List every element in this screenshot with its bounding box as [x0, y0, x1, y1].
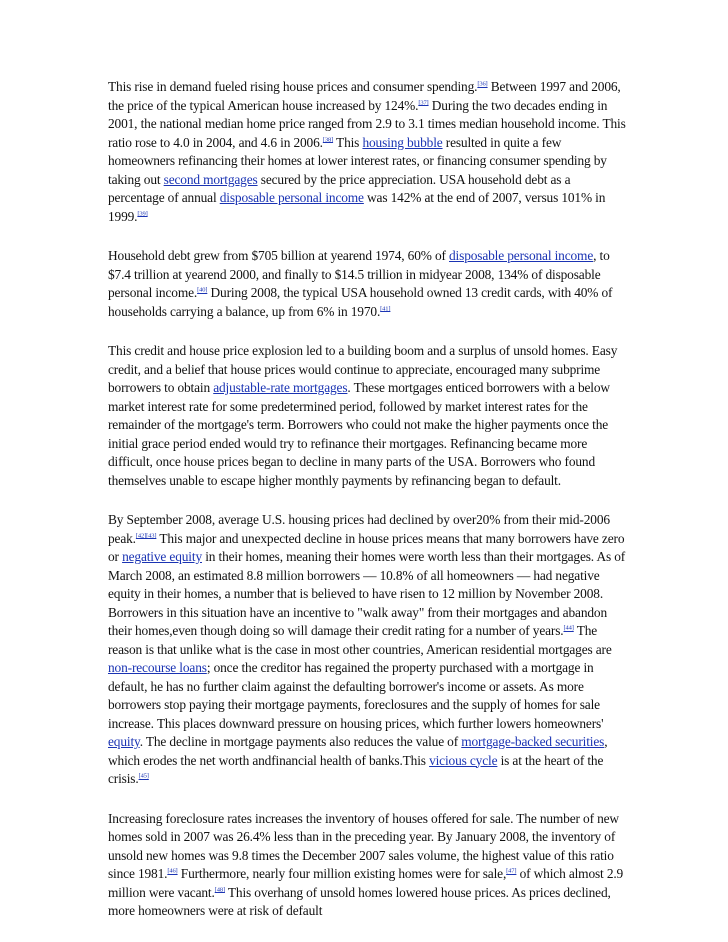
- citation-ref[interactable]: [44]: [563, 624, 574, 632]
- paragraph-building-boom: [108, 342, 626, 490]
- text-run: . These mortgages enticed borrowers with a below market interest rate for some predetermined period, followed by market interest rates for the remainder of the mortgage's term. Borrowers who could not make the higher payments once the initial grace period ended would try to refinance their mortgages. Refinancing became more difficult, once house prices began to decline in many parts of the USA. Borrowers who found themselves unable to escape higher monthly payments by refinancing began to default.: [108, 380, 610, 488]
- citation-ref[interactable]: [36]: [477, 80, 488, 88]
- text-run: is at the heart of the crisis.: [108, 752, 604, 786]
- wiki-link[interactable]: vicious cycle: [429, 752, 498, 768]
- text-run: , to $7.4 trillion at yearend 2000, and finally to $14.5 trillion in midyear 2008, 134% of disposable personal income.: [108, 248, 610, 300]
- citation-ref[interactable]: [48]: [214, 886, 225, 894]
- text-run: This overhang of unsold homes lowered house prices. As prices declined, more homeowners were at risk of default: [108, 884, 611, 918]
- citation-ref[interactable]: [37]: [418, 99, 429, 107]
- text-run: Increasing foreclosure rates increases the inventory of houses offered for sale. The number of new homes sold in 2007 was 26.4% less than in the preceding year. By January 2008, the inventory of unsold new homes was 9.8 times the December 2007 sales volume, the highest value of this ratio since 1981.: [108, 810, 619, 881]
- text-run: in their homes, meaning their homes were worth less than their mortgages. As of March 2008, an estimated 8.8 million borrowers — 10.8% of all homeowners — had negative equity in their homes, a number that is believed to have risen to 12 million by November 2008. Borrowers in this situation have an incentive to "walk away" from their mortgages and abandon their homes,even though doing so will damage their credit rating for a number of years.: [108, 549, 626, 638]
- paragraph-housing-bubble: [108, 78, 626, 226]
- citation-ref[interactable]: [40]: [197, 286, 208, 294]
- wiki-link[interactable]: housing bubble: [362, 134, 443, 150]
- text-run: By September 2008, average U.S. housing prices had declined by over20% from their mid-2006 peak.: [108, 512, 610, 546]
- paragraph-foreclosure-rates: [108, 810, 626, 921]
- text-run: ; once the creditor has regained the property purchased with a mortgage in default, he has no further claim against the defaulting borrower's income or assets. As more borrowers stop paying their mortgage payments, foreclosures and the supply of homes for sale increase. This places downward pressure on housing prices, which further lowers homeowners': [108, 660, 604, 731]
- wiki-link[interactable]: mortgage-backed securities: [461, 734, 605, 749]
- text-run: During the two decades ending in 2001, the national median home price ranged from 2.9 to 3.1 times median household income. This ratio rose to 4.0 in 2004, and 4.6 in 2006.: [108, 97, 626, 150]
- wiki-link[interactable]: disposable personal income: [219, 190, 364, 205]
- citation-ref[interactable]: [45]: [138, 772, 149, 780]
- citation-ref[interactable]: [38]: [322, 136, 334, 144]
- text-run: This rise in demand fueled rising house prices and consumer spending.: [108, 79, 478, 94]
- wiki-link[interactable]: second mortgages: [163, 171, 258, 187]
- text-run: . The decline in mortgage payments also reduces the value of: [139, 734, 462, 749]
- text-run: Furthermore, nearly four million existing homes were for sale,: [177, 866, 507, 881]
- wiki-link[interactable]: negative equity: [122, 549, 202, 564]
- citation-ref[interactable]: [42][43]: [135, 532, 157, 540]
- wiki-link[interactable]: non-recourse loans: [108, 660, 207, 675]
- text-run: secured by the price appreciation. USA household debt as a percentage of annual: [108, 171, 571, 205]
- citation-ref[interactable]: [41]: [380, 305, 391, 313]
- text-run: of which almost 2.9 million were vacant.: [108, 866, 624, 900]
- text-run: Between 1997 and 2006, the price of the typical American house increased by 124%.: [108, 79, 621, 113]
- citation-ref[interactable]: [39]: [137, 210, 148, 218]
- text-run: This: [333, 134, 363, 150]
- paragraph-household-debt: [108, 247, 626, 321]
- paragraph-negative-equity: [108, 511, 626, 789]
- citation-ref[interactable]: [47]: [506, 867, 517, 875]
- wiki-link[interactable]: equity: [108, 734, 140, 749]
- text-run: was 142% at the end of 2007, versus 101% in 1999.: [108, 190, 606, 224]
- text-run: The reason is that unlike what is the case in most other countries, American residential mortgages are: [108, 623, 612, 657]
- text-run: resulted in quite a few homeowners refinancing their homes at lower interest rates, or financing consumer spending by taking out: [108, 134, 607, 187]
- text-run: During 2008, the typical USA household owned 13 credit cards, with 40% of households carrying a balance, up from 6% in 1970.: [108, 285, 613, 319]
- citation-ref[interactable]: [46]: [167, 867, 178, 875]
- text-run: This major and unexpected decline in house prices means that many borrowers have zero or: [108, 530, 625, 564]
- text-run: , which erodes the net worth andfinancial health of banks.This: [108, 734, 608, 768]
- wiki-link[interactable]: disposable personal income: [449, 248, 594, 263]
- text-run: Household debt grew from $705 billion at yearend 1974, 60% of: [108, 248, 450, 263]
- wiki-link[interactable]: adjustable-rate mortgages: [213, 380, 348, 395]
- text-run: This credit and house price explosion led to a building boom and a surplus of unsold homes. Easy credit, and a belief that house prices would continue to appreciate, encouraged many subprime borrowers to obtain: [108, 343, 618, 395]
